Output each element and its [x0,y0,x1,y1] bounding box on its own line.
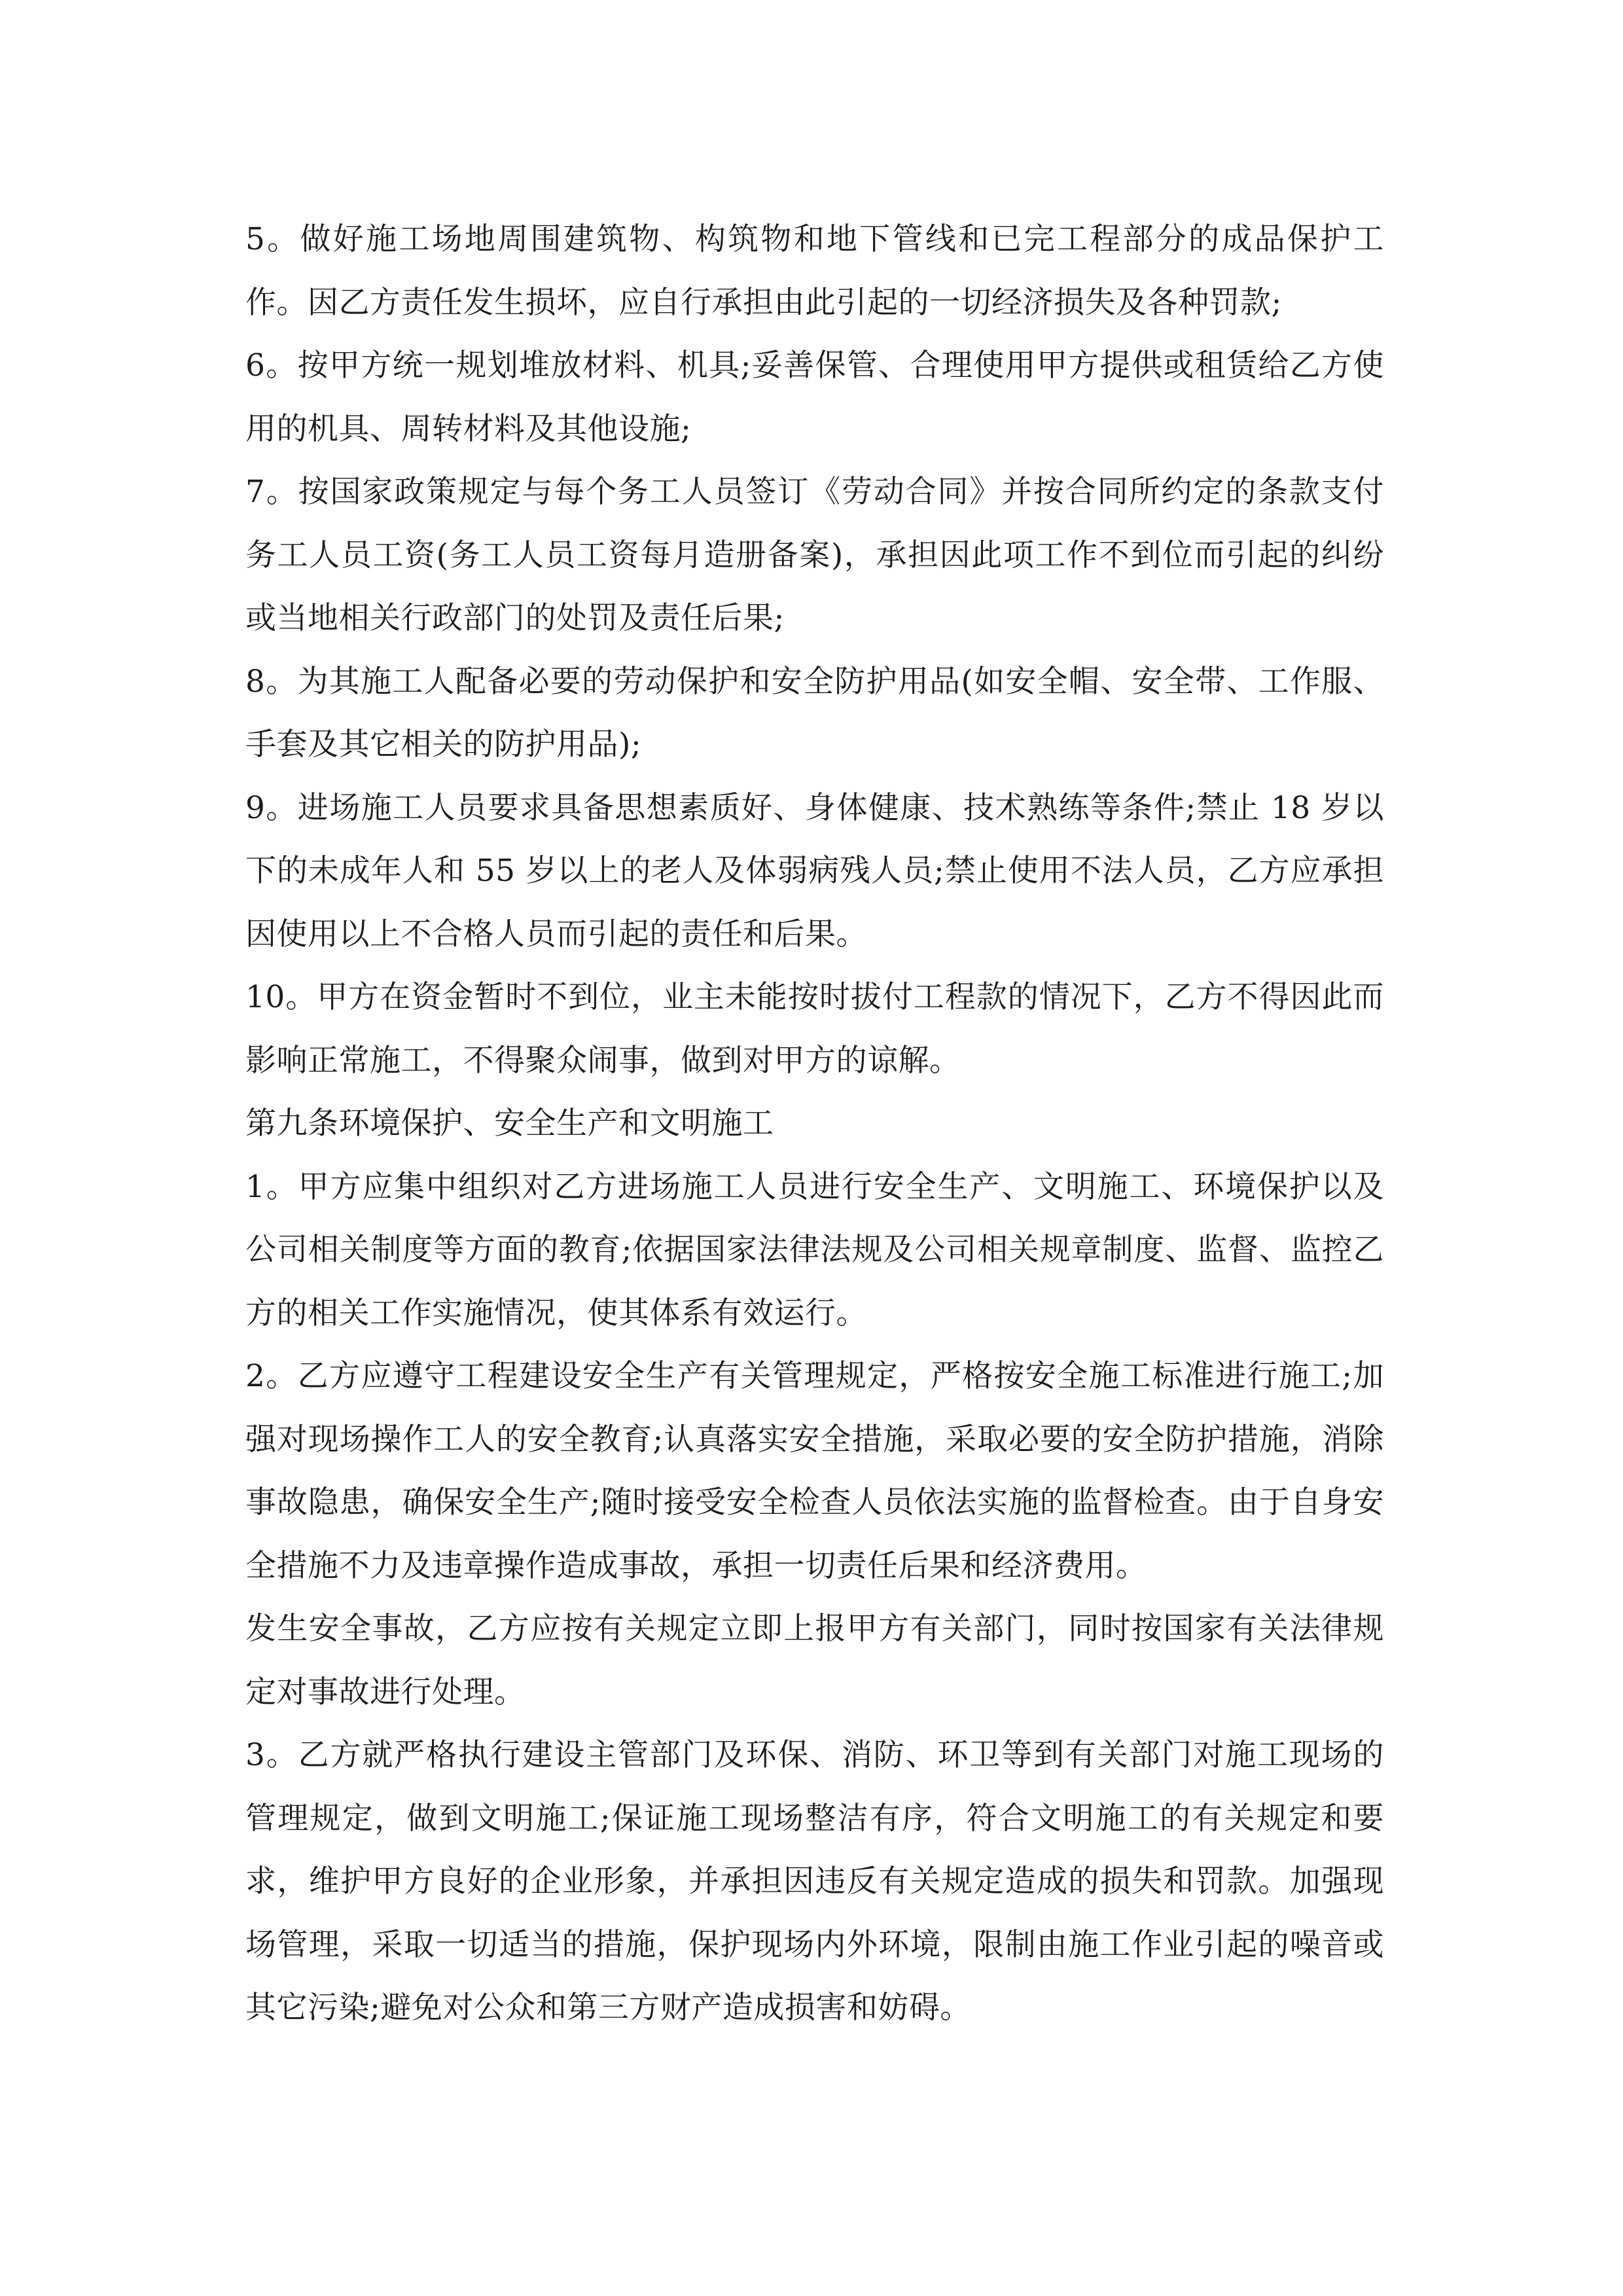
clause-item-8: 8。为其施工人配备必要的劳动保护和安全防护用品(如安全帽、安全带、工作服、手套及其它相关的防护用品); [245,663,1384,762]
article-9-heading: 第九条环境保护、安全生产和文明施工 [245,1105,774,1141]
clause-item-9: 9。进场施工人员要求具备思想素质好、身体健康、技术熟练等条件;禁止 18 岁以下的未成年人和 55 岁以上的老人及体弱病残人员;禁止使用不法人员，乙方应承担因使用以上不合格人员而引起的责任和后果。 [245,789,1384,952]
article-9-item-1: 1。甲方应集中组织对乙方进场施工人员进行安全生产、文明施工、环境保护以及公司相关制度等方面的教育;依据国家法律法规及公司相关规章制度、监督、监控乙方的相关工作实施情况，使其体系有效运行。 [245,1168,1384,1331]
article-9-item-2-continuation: 发生安全事故，乙方应按有关规定立即上报甲方有关部门，同时按国家有关法律规定对事故进行处理。 [245,1611,1384,1710]
article-9-item-3: 3。乙方就严格执行建设主管部门及环保、消防、环卫等到有关部门对施工现场的管理规定，做到文明施工;保证施工现场整洁有序，符合文明施工的有关规定和要求，维护甲方良好的企业形象，并承担因违反有关规定造成的损失和罚款。加强现场管理，采取一切适当的措施，保护现场内外环境，限制由施工作业引起的噪音或其它污染;避免对公众和第三方财产造成损害和妨碍。 [245,1737,1384,2026]
clause-item-6: 6。按甲方统一规划堆放材料、机具;妥善保管、合理使用甲方提供或租赁给乙方使用的机具、周转材料及其他设施; [245,348,1384,447]
document-body [245,208,1384,2040]
clause-item-5: 5。做好施工场地周围建筑物、构筑物和地下管线和已完工程部分的成品保护工作。因乙方责任发生损坏，应自行承担由此引起的一切经济损失及各种罚款; [245,221,1384,321]
clause-item-7: 7。按国家政策规定与每个务工人员签订《劳动合同》并按合同所约定的条款支付务工人员工资(务工人员工资每月造册备案)，承担因此项工作不到位而引起的纠纷或当地相关行政部门的处罚及责任后果; [245,474,1384,636]
article-9-item-2: 2。乙方应遵守工程建设安全生产有关管理规定，严格按安全施工标准进行施工;加强对现场操作工人的安全教育;认真落实安全措施，采取必要的安全防护措施，消除事故隐患，确保安全生产;随时接受安全检查人员依法实施的监督检查。由于自身安全措施不力及违章操作造成事故，承担一切责任后果和经济费用。 [245,1358,1384,1584]
clause-item-10: 10。甲方在资金暂时不到位，业主未能按时拔付工程款的情况下，乙方不得因此而影响正常施工，不得聚众闹事，做到对甲方的谅解。 [245,979,1384,1079]
